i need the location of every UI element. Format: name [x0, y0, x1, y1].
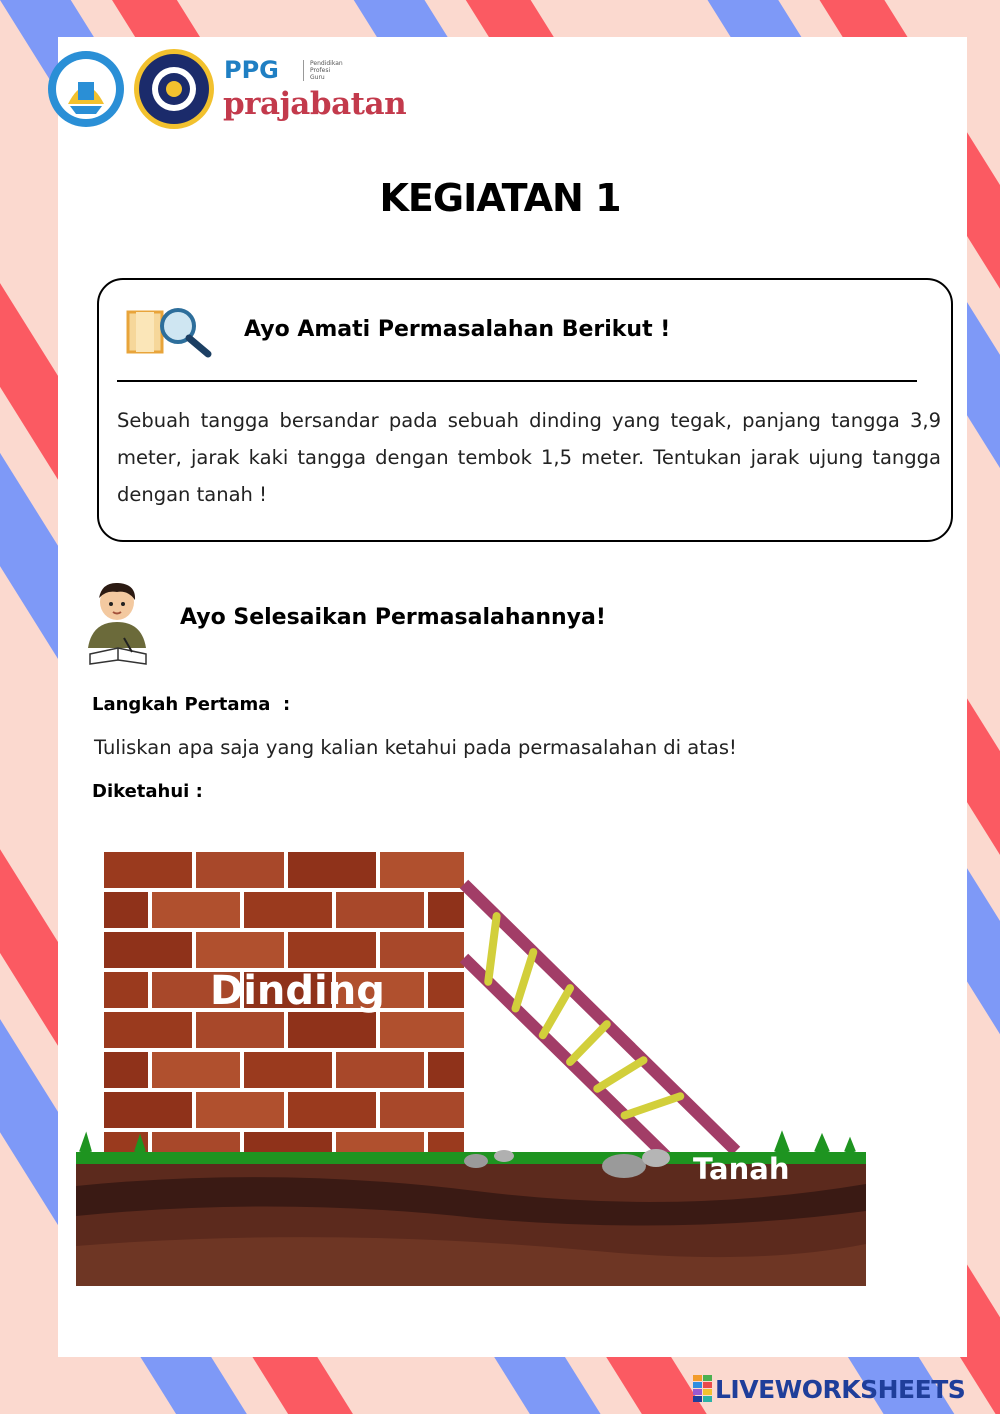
brick [428, 1052, 464, 1088]
brick [244, 892, 332, 928]
ladder-rung [625, 1096, 681, 1115]
problem-heading: Ayo Amati Permasalahan Berikut ! [244, 317, 671, 342]
brick [336, 1052, 424, 1088]
problem-text: Sebuah tangga bersandar pada sebuah dinding yang tegak, panjang tangga 3,9 meter, jarak kaki tangga dengan tembok 1,5 meter. Tentukan jarak ujung tangga dengan tanah ! [117, 409, 941, 506]
brick [104, 852, 192, 888]
tut-wuri-handayani-logo [48, 51, 124, 127]
ppg-logo-subtitle [303, 60, 343, 81]
brick [196, 852, 284, 888]
step-label: Langkah Pertama : [92, 694, 291, 715]
brick [428, 972, 464, 1008]
ladder-rung [543, 988, 570, 1035]
divider [117, 380, 917, 382]
student-writing-icon [84, 580, 154, 670]
brick [104, 1012, 192, 1048]
known-label: Diketahui : [92, 781, 203, 802]
ppg-sub-line: Pendidikan [310, 60, 343, 67]
ppg-sub-line: Guru [310, 74, 325, 81]
ladder-rung [516, 952, 534, 1008]
ground-label: Tanah [693, 1152, 790, 1186]
brick [152, 1052, 240, 1088]
university-seal-logo [134, 49, 214, 129]
brick [288, 852, 376, 888]
wall-ladder-illustration [76, 846, 866, 1286]
brick [152, 892, 240, 928]
ppg-sub-line: Profesi [310, 67, 331, 74]
prajabatan-logo-text: prajabatan [223, 86, 407, 122]
brick [380, 1092, 464, 1128]
step-instruction: Tuliskan apa saja yang kalian ketahui pada permasalahan di atas! [94, 736, 737, 759]
brick [428, 892, 464, 928]
brick [380, 1012, 464, 1048]
brick [104, 1092, 192, 1128]
brick [244, 1052, 332, 1088]
solve-heading: Ayo Selesaikan Permasalahannya! [180, 605, 606, 630]
liveworksheets-icon [693, 1375, 713, 1403]
ladder-rung [597, 1060, 643, 1088]
ladder [464, 884, 736, 1156]
liveworksheets-brand: LIVEWORKSHEETS [715, 1374, 966, 1404]
ladder-rung [488, 916, 496, 982]
brick [288, 932, 376, 968]
brick [104, 892, 148, 928]
liveworksheets-logo [693, 1373, 965, 1405]
brick [288, 1012, 376, 1048]
brick [104, 1052, 148, 1088]
page-title: KEGIATAN 1 [379, 176, 621, 220]
brick [336, 892, 424, 928]
ladder-rung [570, 1024, 607, 1062]
brick [380, 852, 464, 888]
wall-label: Dinding [210, 968, 385, 1014]
brick [104, 932, 192, 968]
brick [196, 1012, 284, 1048]
brick [380, 932, 464, 968]
brick [288, 1092, 376, 1128]
book-magnifier-icon [126, 302, 216, 362]
ppg-logo-text: PPG [224, 56, 279, 84]
brick [196, 1092, 284, 1128]
brick [196, 932, 284, 968]
brick [104, 972, 148, 1008]
